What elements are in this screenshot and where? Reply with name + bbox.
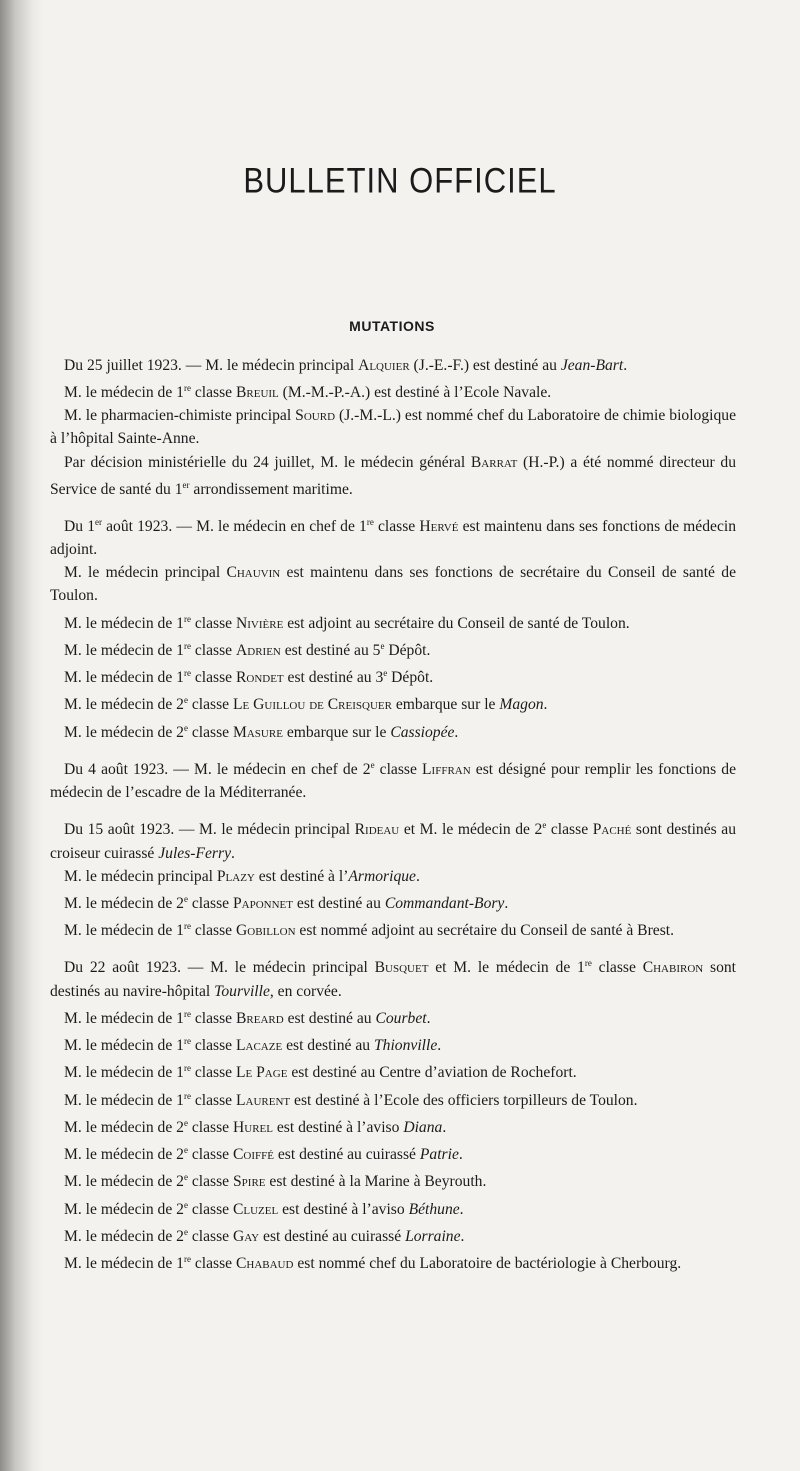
paragraph: M. le médecin de 1re classe Chabaud est nommé chef du Laboratoire de bactériologie à Cherbourg. (64, 1254, 682, 1273)
paragraph: Par décision ministérielle du 24 juillet, M. le médecin général Barrat (H.-P.) a été nommé directeur du Service de santé du 1er arrondissement maritime. (50, 453, 737, 498)
paragraph: M. le médecin de 2e classe Masure embarque sur le Cassiopée. (64, 722, 459, 741)
paragraph: M. le médecin de 2e classe Gay est destiné au cuirassé Lorraine. (64, 1226, 465, 1246)
section-heading: MUTATIONS (349, 318, 435, 334)
paragraph: M. le médecin de 2e classe Le Guillou de Creisquer embarque sur le Magon. (64, 695, 548, 714)
paragraph: M. le médecin de 2e classe Paponnet est destiné au Commandant-Bory. (64, 893, 509, 912)
paragraph: M. le médecin de 1re classe Rondet est destiné au 3e Dépôt. (64, 668, 434, 687)
paragraph: Du 4 août 1923. — M. le médecin en chef de 2e classe Liffran est désigné pour remplir les fonctions de médecin de l’escadre de la Méditerranée. (50, 759, 737, 802)
document-body (50, 354, 736, 1276)
paragraph: M. le médecin de 1re classe Breuil (M.-M.-P.-A.) est destiné à l’Ecole Navale. (64, 383, 552, 402)
paragraph: M. le médecin de 1re classe Lacaze est destiné au Thionville. (64, 1035, 442, 1055)
paragraph: M. le médecin de 2e classe Hurel est destiné à l’aviso Diana. (64, 1117, 447, 1136)
paragraph: M. le pharmacien-chimiste principal Sourd (J.-M.-L.) est nommé chef du Laboratoire de chimie biologique à l’hôpital Sainte-Anne. (50, 407, 736, 448)
paragraph: M. le médecin de 1re classe Nivière est adjoint au secrétaire du Conseil de santé de Toulon. (64, 613, 630, 632)
paragraph: Du 22 août 1923. — M. le médecin principal Busquet et M. le médecin de 1re classe Chabiron sont destinés au navire-hôpital Tourville, en corvée. (50, 958, 736, 1000)
paragraph: M. le médecin de 2e classe Spire est destiné à la Marine à Beyrouth. (64, 1172, 487, 1191)
document-title: BULLETIN OFFICIEL (243, 160, 557, 201)
paragraph: Du 15 août 1923. — M. le médecin principal Rideau et M. le médecin de 2e classe Paché sont destinés au croiseur cuirassé Jules-Ferry. (50, 820, 737, 862)
paragraph: Du 1er août 1923. — M. le médecin en chef de 1re classe Hervé est maintenu dans ses fonctions de médecin adjoint. (50, 516, 736, 559)
paragraph: Du 25 juillet 1923. — M. le médecin principal Alquier (J.-E.-F.) est destiné au Jean-Bart. (64, 357, 628, 374)
paragraph: M. le médecin de 1re classe Breard est destiné au Courbet. (64, 1008, 431, 1027)
paragraph: M. le médecin de 1re classe Le Page est destiné au Centre d’aviation de Rochefort. (64, 1063, 577, 1082)
paragraph: M. le médecin de 1re classe Gobillon est nommé adjoint au secrétaire du Conseil de santé à Brest. (64, 921, 674, 940)
paragraph: M. le médecin principal Chauvin est maintenu dans ses fonctions de secrétaire du Conseil de santé de Toulon. (50, 564, 736, 605)
paragraph: M. le médecin de 2e classe Coiffé est destiné au cuirassé Patrie. (64, 1145, 463, 1164)
paragraph: M. le médecin principal Plazy est destiné à l’Armorique. (64, 867, 420, 885)
paragraph: M. le médecin de 2e classe Cluzel est destiné à l’aviso Béthune. (64, 1199, 464, 1218)
paragraph: M. le médecin de 1re classe Adrien est destiné au 5e Dépôt. (64, 640, 431, 659)
paragraph: M. le médecin de 1re classe Laurent est destiné à l’Ecole des officiers torpilleurs de Toulon. (64, 1090, 638, 1109)
